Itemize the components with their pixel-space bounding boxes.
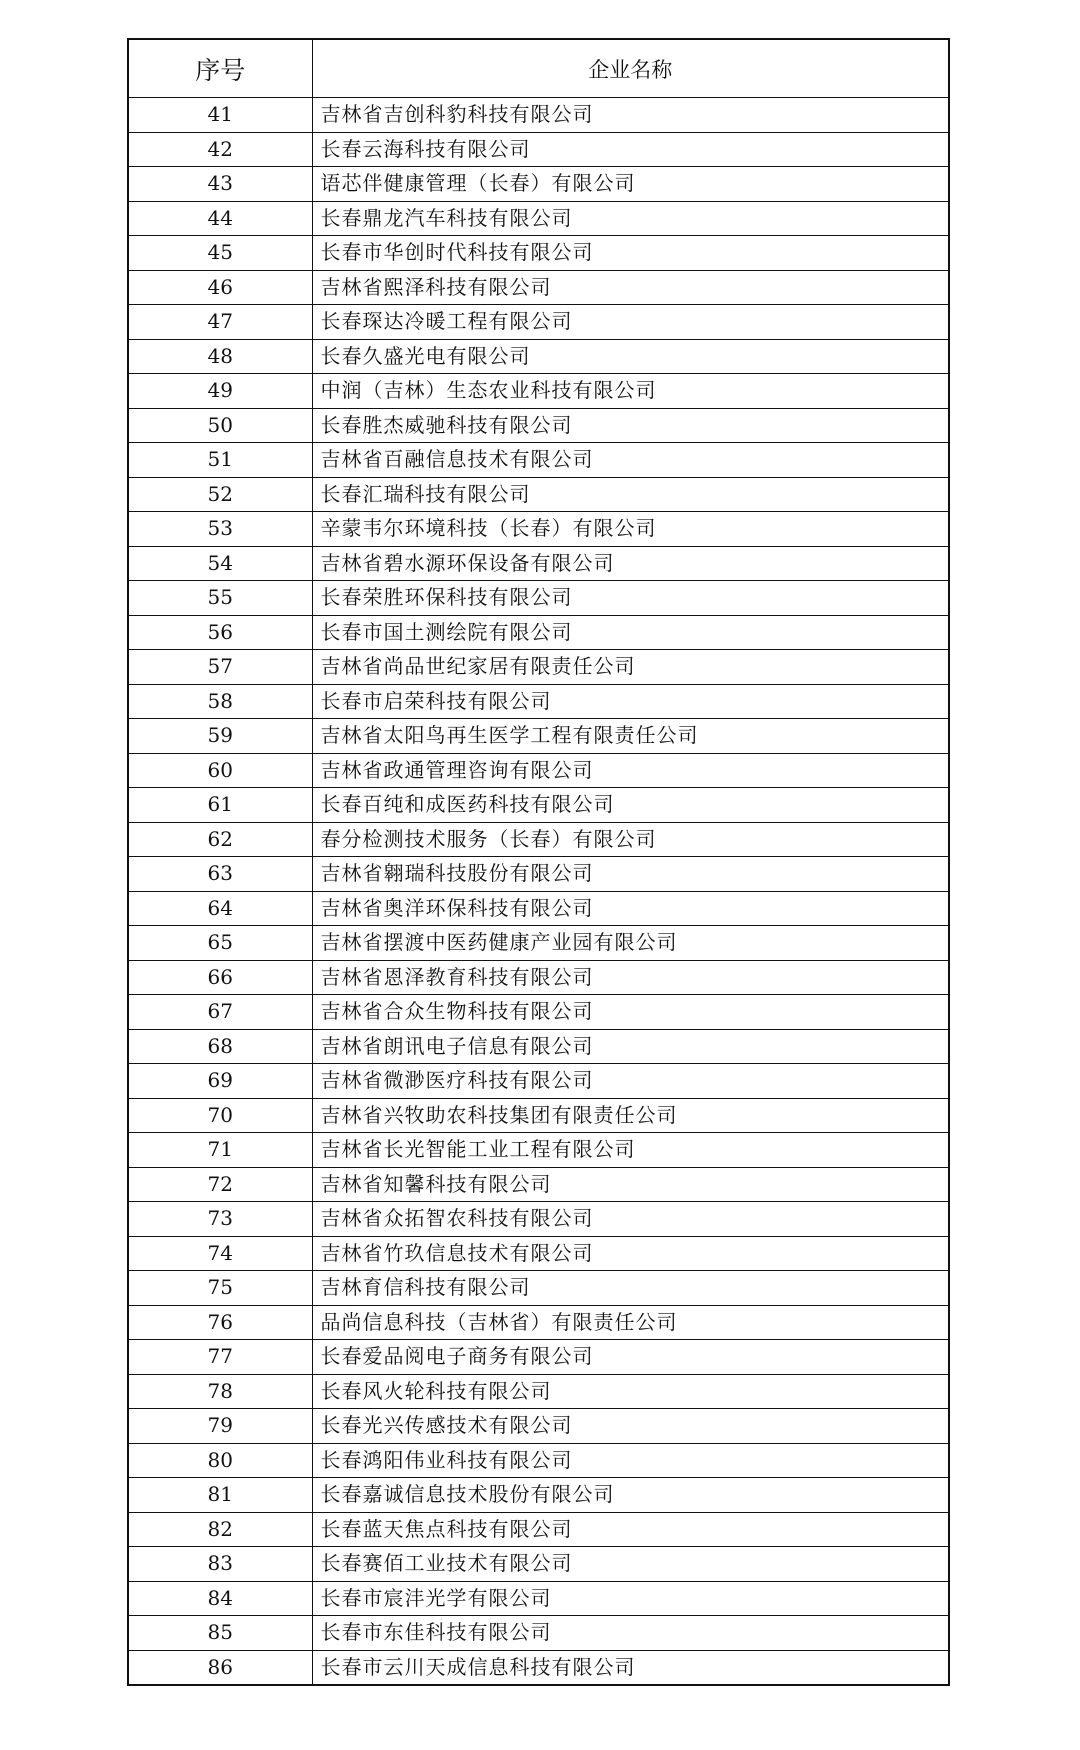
serial-number-cell: 69 [128, 1064, 312, 1099]
serial-number-cell: 55 [128, 581, 312, 616]
serial-number-cell: 48 [128, 339, 312, 374]
company-name-cell: 吉林省吉创科豹科技有限公司 [312, 98, 949, 133]
company-name-cell: 吉林省知馨科技有限公司 [312, 1167, 949, 1202]
table-row [128, 1616, 949, 1651]
table-header-row [128, 39, 949, 98]
company-name-cell: 吉林省摆渡中医药健康产业园有限公司 [312, 926, 949, 961]
company-name-cell: 长春云海科技有限公司 [312, 132, 949, 167]
serial-number-cell: 70 [128, 1098, 312, 1133]
table-row [128, 1202, 949, 1237]
table-row [128, 98, 949, 133]
serial-number-cell: 63 [128, 857, 312, 892]
serial-number-cell: 81 [128, 1478, 312, 1513]
serial-number-cell: 61 [128, 788, 312, 823]
company-name-cell: 吉林省尚品世纪家居有限责任公司 [312, 650, 949, 685]
table-row [128, 201, 949, 236]
company-name-cell: 长春胜杰威驰科技有限公司 [312, 408, 949, 443]
company-name-cell: 吉林省微渺医疗科技有限公司 [312, 1064, 949, 1099]
serial-number-cell: 41 [128, 98, 312, 133]
table-row [128, 477, 949, 512]
company-name-cell: 吉林省竹玖信息技术有限公司 [312, 1236, 949, 1271]
table-row [128, 546, 949, 581]
serial-number-cell: 64 [128, 891, 312, 926]
serial-number-cell: 71 [128, 1133, 312, 1168]
serial-number-cell: 72 [128, 1167, 312, 1202]
table-row [128, 1650, 949, 1685]
table-row [128, 650, 949, 685]
serial-number-cell: 74 [128, 1236, 312, 1271]
company-name-cell: 长春爱品阅电子商务有限公司 [312, 1340, 949, 1375]
company-name-cell: 长春荣胜环保科技有限公司 [312, 581, 949, 616]
serial-number-cell: 44 [128, 201, 312, 236]
table-row [128, 822, 949, 857]
company-name-cell: 吉林省熙泽科技有限公司 [312, 270, 949, 305]
table-row [128, 1340, 949, 1375]
serial-number-cell: 50 [128, 408, 312, 443]
company-list-document [127, 38, 948, 1686]
company-name-cell: 长春市华创时代科技有限公司 [312, 236, 949, 271]
company-name-cell: 长春鸿阳伟业科技有限公司 [312, 1443, 949, 1478]
company-name-cell: 长春市国土测绘院有限公司 [312, 615, 949, 650]
company-name-cell: 长春久盛光电有限公司 [312, 339, 949, 374]
company-name-cell: 吉林育信科技有限公司 [312, 1271, 949, 1306]
serial-number-cell: 79 [128, 1409, 312, 1444]
serial-number-cell: 60 [128, 753, 312, 788]
serial-number-cell: 77 [128, 1340, 312, 1375]
table-row [128, 857, 949, 892]
table-row [128, 339, 949, 374]
serial-number-cell: 43 [128, 167, 312, 202]
table-row [128, 926, 949, 961]
header-serial-number: 序号 [128, 39, 312, 98]
company-name-cell: 长春市东佳科技有限公司 [312, 1616, 949, 1651]
company-name-cell: 长春市云川天成信息科技有限公司 [312, 1650, 949, 1685]
table-row [128, 1512, 949, 1547]
company-name-cell: 春分检测技术服务（长春）有限公司 [312, 822, 949, 857]
company-name-cell: 吉林省朗讯电子信息有限公司 [312, 1029, 949, 1064]
table-row [128, 995, 949, 1030]
serial-number-cell: 52 [128, 477, 312, 512]
serial-number-cell: 75 [128, 1271, 312, 1306]
company-name-cell: 长春百纯和成医药科技有限公司 [312, 788, 949, 823]
table-row [128, 1271, 949, 1306]
serial-number-cell: 84 [128, 1581, 312, 1616]
serial-number-cell: 76 [128, 1305, 312, 1340]
serial-number-cell: 65 [128, 926, 312, 961]
company-name-cell: 吉林省合众生物科技有限公司 [312, 995, 949, 1030]
table-row [128, 1236, 949, 1271]
serial-number-cell: 53 [128, 512, 312, 547]
table-row [128, 684, 949, 719]
company-name-cell: 吉林省太阳鸟再生医学工程有限责任公司 [312, 719, 949, 754]
table-row [128, 753, 949, 788]
table-row [128, 891, 949, 926]
serial-number-cell: 57 [128, 650, 312, 685]
company-name-cell: 长春市启荣科技有限公司 [312, 684, 949, 719]
table-row [128, 167, 949, 202]
serial-number-cell: 82 [128, 1512, 312, 1547]
company-name-cell: 吉林省百融信息技术有限公司 [312, 443, 949, 478]
table-row [128, 1098, 949, 1133]
table-body [128, 98, 949, 1686]
serial-number-cell: 59 [128, 719, 312, 754]
serial-number-cell: 58 [128, 684, 312, 719]
table-row [128, 1374, 949, 1409]
serial-number-cell: 51 [128, 443, 312, 478]
serial-number-cell: 45 [128, 236, 312, 271]
company-name-cell: 吉林省众拓智农科技有限公司 [312, 1202, 949, 1237]
company-name-cell: 品尚信息科技（吉林省）有限责任公司 [312, 1305, 949, 1340]
table-row [128, 1133, 949, 1168]
table-row [128, 1478, 949, 1513]
serial-number-cell: 85 [128, 1616, 312, 1651]
table-row [128, 305, 949, 340]
table-row [128, 1443, 949, 1478]
table-row [128, 132, 949, 167]
serial-number-cell: 56 [128, 615, 312, 650]
company-name-cell: 中润（吉林）生态农业科技有限公司 [312, 374, 949, 409]
company-name-cell: 吉林省碧水源环保设备有限公司 [312, 546, 949, 581]
company-name-cell: 吉林省政通管理咨询有限公司 [312, 753, 949, 788]
company-name-cell: 吉林省奥洋环保科技有限公司 [312, 891, 949, 926]
serial-number-cell: 49 [128, 374, 312, 409]
company-name-cell: 长春嘉诚信息技术股份有限公司 [312, 1478, 949, 1513]
company-name-cell: 吉林省恩泽教育科技有限公司 [312, 960, 949, 995]
table-row [128, 1409, 949, 1444]
serial-number-cell: 86 [128, 1650, 312, 1685]
serial-number-cell: 46 [128, 270, 312, 305]
company-name-cell: 长春汇瑞科技有限公司 [312, 477, 949, 512]
company-name-cell: 长春琛达冷暖工程有限公司 [312, 305, 949, 340]
company-table [127, 38, 950, 1686]
serial-number-cell: 62 [128, 822, 312, 857]
company-name-cell: 吉林省翱瑞科技股份有限公司 [312, 857, 949, 892]
table-row [128, 512, 949, 547]
company-name-cell: 吉林省兴牧助农科技集团有限责任公司 [312, 1098, 949, 1133]
company-name-cell: 辛蒙韦尔环境科技（长春）有限公司 [312, 512, 949, 547]
table-row [128, 1064, 949, 1099]
table-row [128, 374, 949, 409]
serial-number-cell: 80 [128, 1443, 312, 1478]
company-name-cell: 长春蓝天焦点科技有限公司 [312, 1512, 949, 1547]
table-row [128, 270, 949, 305]
company-name-cell: 语芯伴健康管理（长春）有限公司 [312, 167, 949, 202]
serial-number-cell: 78 [128, 1374, 312, 1409]
table-row [128, 1547, 949, 1582]
serial-number-cell: 68 [128, 1029, 312, 1064]
serial-number-cell: 67 [128, 995, 312, 1030]
table-row [128, 960, 949, 995]
table-row [128, 1029, 949, 1064]
table-row [128, 408, 949, 443]
company-name-cell: 长春市宸沣光学有限公司 [312, 1581, 949, 1616]
table-row [128, 581, 949, 616]
serial-number-cell: 54 [128, 546, 312, 581]
serial-number-cell: 47 [128, 305, 312, 340]
table-row [128, 236, 949, 271]
table-row [128, 615, 949, 650]
serial-number-cell: 66 [128, 960, 312, 995]
company-name-cell: 长春光兴传感技术有限公司 [312, 1409, 949, 1444]
company-name-cell: 长春风火轮科技有限公司 [312, 1374, 949, 1409]
table-row [128, 788, 949, 823]
header-company-name: 企业名称 [312, 39, 949, 98]
serial-number-cell: 73 [128, 1202, 312, 1237]
serial-number-cell: 42 [128, 132, 312, 167]
table-row [128, 1167, 949, 1202]
company-name-cell: 长春鼎龙汽车科技有限公司 [312, 201, 949, 236]
table-row [128, 1305, 949, 1340]
company-name-cell: 长春赛佰工业技术有限公司 [312, 1547, 949, 1582]
table-row [128, 443, 949, 478]
company-name-cell: 吉林省长光智能工业工程有限公司 [312, 1133, 949, 1168]
table-row [128, 1581, 949, 1616]
serial-number-cell: 83 [128, 1547, 312, 1582]
table-row [128, 719, 949, 754]
